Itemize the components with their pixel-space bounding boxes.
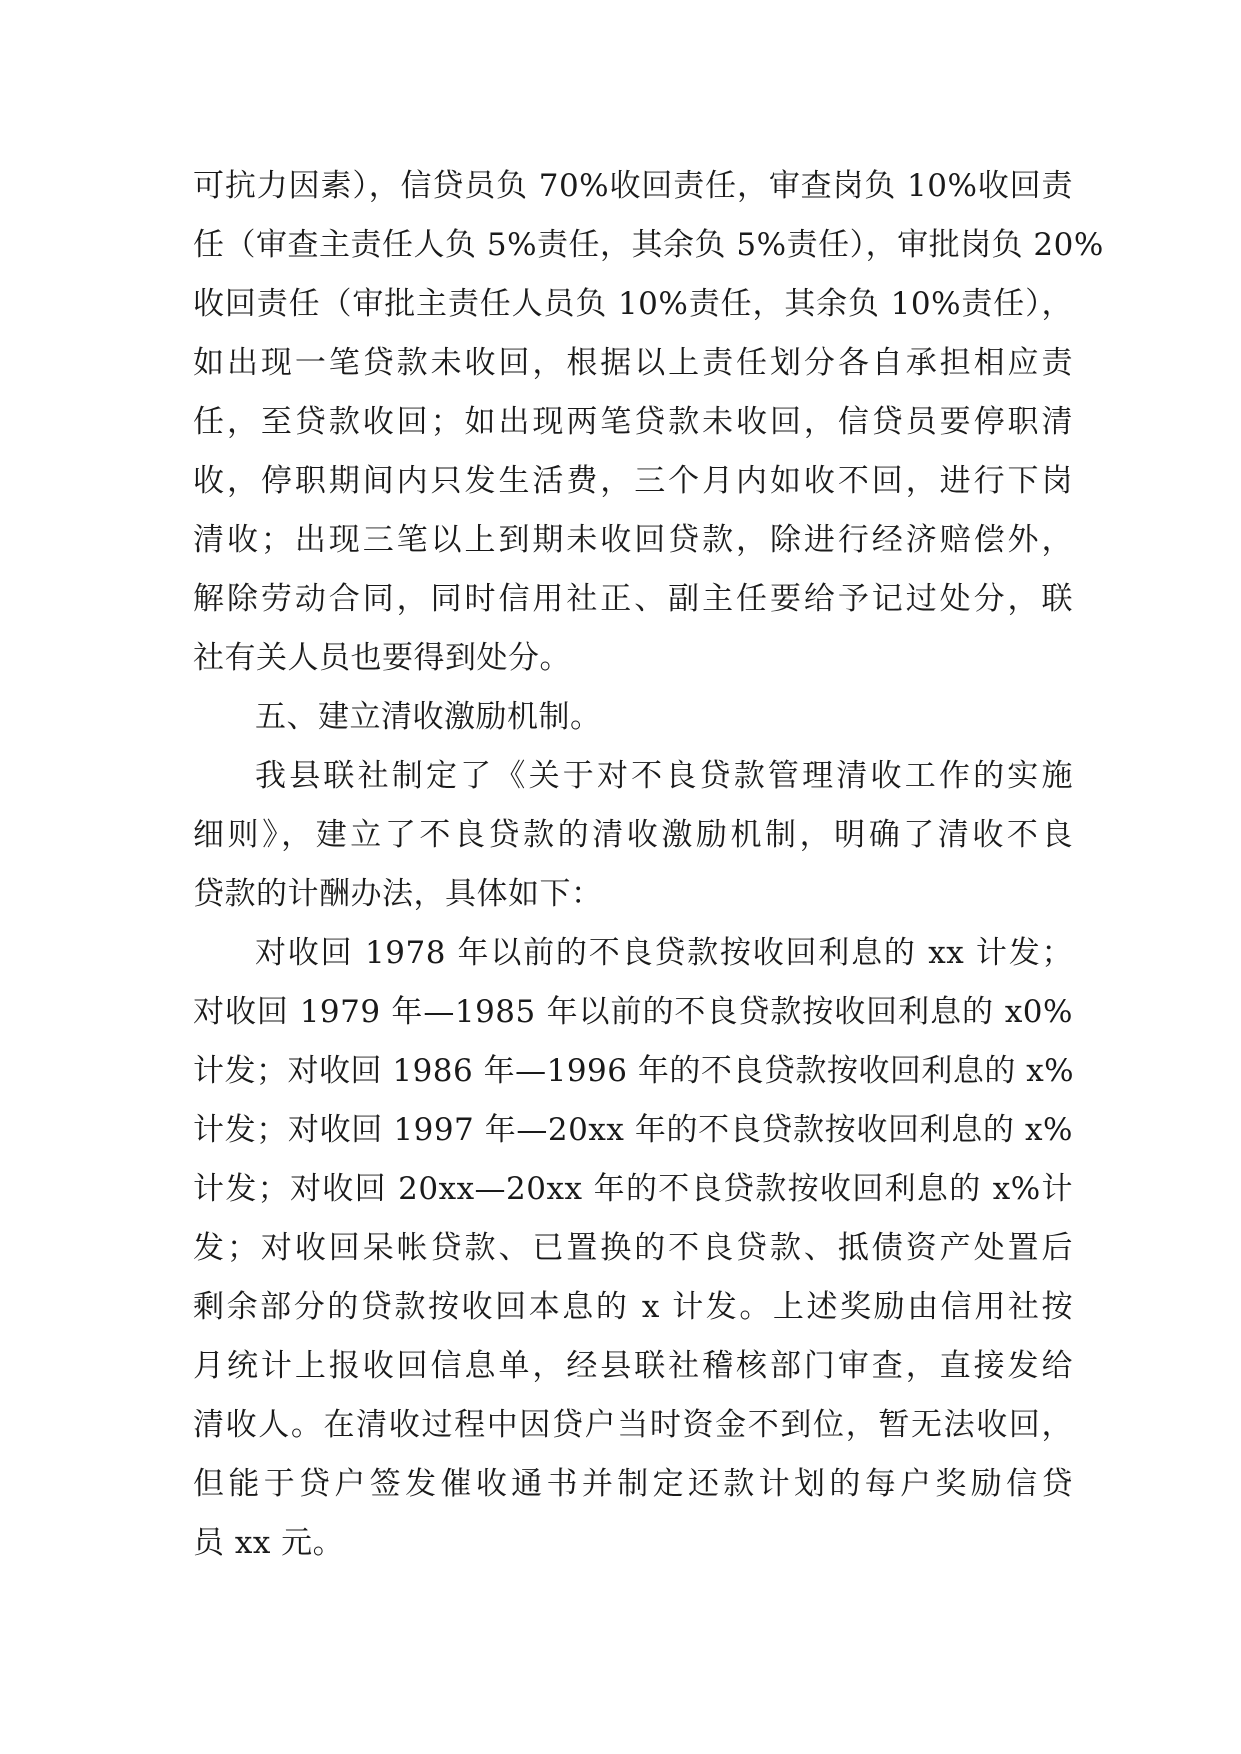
- text-line: 可抗力因素），信贷员负 70%收回责任，审查岗负 10%收回责: [193, 168, 1073, 204]
- text-line: 任，至贷款收回；如出现两笔贷款未收回，信贷员要停职清: [193, 404, 1073, 440]
- text-line: 对收回 1978 年以前的不良贷款按收回利息的 xx 计发；: [255, 935, 1073, 971]
- text-line: 但能于贷户签发催收通书并制定还款计划的每户奖励信贷: [193, 1466, 1073, 1502]
- text-line: 对收回 1979 年—1985 年以前的不良贷款按收回利息的 x0%: [193, 994, 1073, 1030]
- text-line: 任（审查主责任人负 5%责任，其余负 5%责任），审批岗负 20%: [193, 227, 1104, 263]
- text-line: 清收人。在清收过程中因贷户当时资金不到位，暂无法收回，: [193, 1407, 1073, 1443]
- text-line: 计发；对收回 20xx—20xx 年的不良贷款按收回利息的 x%计: [193, 1171, 1073, 1207]
- text-line: 解除劳动合同，同时信用社正、副主任要给予记过处分，联: [193, 581, 1073, 617]
- text-line: 员 xx 元。: [193, 1525, 345, 1561]
- text-line: 收，停职期间内只发生活费，三个月内如收不回，进行下岗: [193, 463, 1073, 499]
- text-line: 发；对收回呆帐贷款、已置换的不良贷款、抵债资产处置后: [193, 1230, 1073, 1266]
- text-line: 贷款的计酬办法，具体如下：: [193, 876, 603, 912]
- text-line: 清收；出现三笔以上到期未收回贷款，除进行经济赔偿外，: [193, 522, 1073, 558]
- text-line: 社有关人员也要得到处分。: [193, 640, 571, 676]
- text-line: 计发；对收回 1986 年—1996 年的不良贷款按收回利息的 x%: [193, 1053, 1075, 1089]
- text-line: 如出现一笔贷款未收回，根据以上责任划分各自承担相应责: [193, 345, 1073, 381]
- text-line: 剩余部分的贷款按收回本息的 x 计发。上述奖励由信用社按: [193, 1289, 1073, 1325]
- text-line: 收回责任（审批主责任人员负 10%责任，其余负 10%责任），: [193, 286, 1073, 322]
- section-heading: 五、建立清收激励机制。: [255, 699, 602, 735]
- text-line: 我县联社制定了《关于对不良贷款管理清收工作的实施: [255, 758, 1073, 794]
- text-line: 计发；对收回 1997 年—20xx 年的不良贷款按收回利息的 x%: [193, 1112, 1073, 1148]
- text-line: 细则》，建立了不良贷款的清收激励机制，明确了清收不良: [193, 817, 1073, 853]
- document-body: [193, 157, 1104, 1573]
- text-line: 月统计上报收回信息单，经县联社稽核部门审查，直接发给: [193, 1348, 1073, 1384]
